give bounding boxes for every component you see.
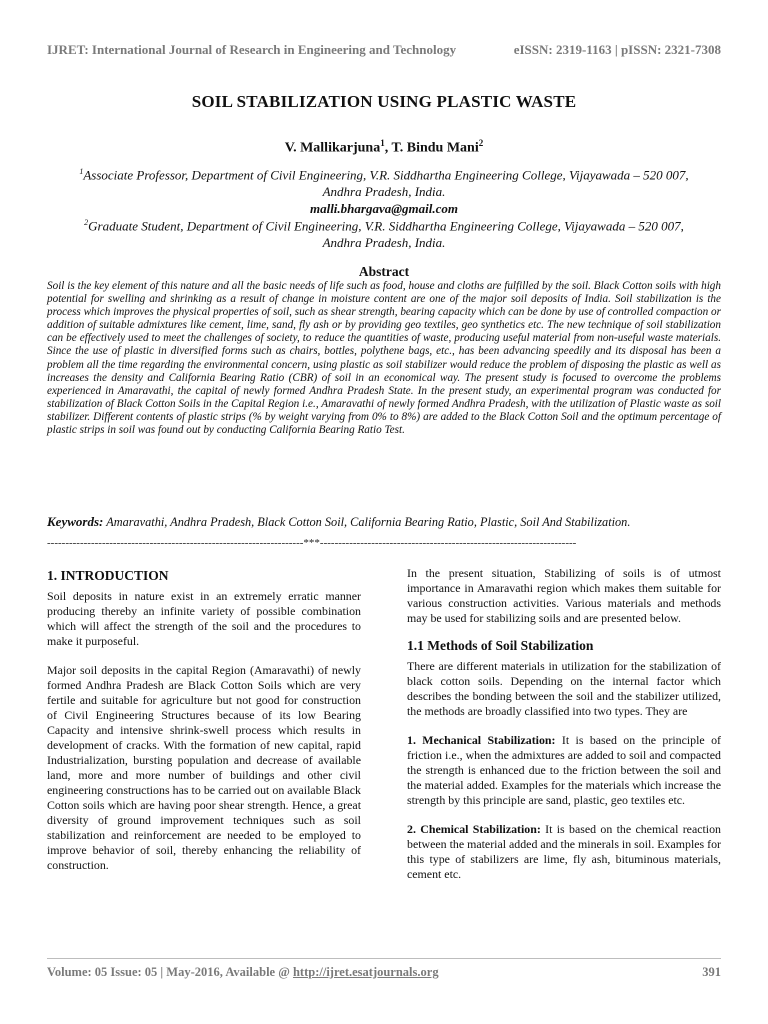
- chemical-label: 2. Chemical Stabilization:: [407, 822, 541, 836]
- keywords-text: Amaravathi, Andhra Pradesh, Black Cotton Soil, California Bearing Ratio, Plastic, Soil And Stabilization.: [103, 515, 631, 529]
- chemical-stabilization: 2. Chemical Stabilization: It is based on the chemical reaction between the material added and the minerals in soil. Examples for this type of stabilizers are lime, fly ash, bituminous materials, cement etc.: [407, 822, 722, 881]
- abstract-heading: Abstract: [358, 264, 410, 279]
- introduction-heading: 1. INTRODUCTION: [47, 568, 169, 583]
- paper-title: SOIL STABILIZATION USING PLASTIC WASTE: [191, 92, 577, 111]
- footer-volume-info: Volume: 05 Issue: 05 | May-2016, Available @ http://ijret.esatjournals.org: [47, 965, 439, 979]
- affiliation-1-line-2: Andhra Pradesh, India.: [322, 184, 446, 200]
- left-column: [47, 560, 361, 887]
- author-2-name: T. Bindu Mani: [391, 140, 479, 156]
- affiliation-2-line-2: Andhra Pradesh, India.: [322, 235, 446, 251]
- mechanical-label: 1. Mechanical Stabilization:: [407, 733, 556, 747]
- issn-numbers: eISSN: 2319-1163 | pISSN: 2321-7308: [513, 42, 721, 57]
- methods-paragraph: There are different materials in utilization for the stabilization of black cotton soils. Depending on the internal factor which describes the bonding between the soil and the stabilizer utilized, the methods are broadly classified into two types. They are: [407, 659, 721, 718]
- methods-heading: 1.1 Methods of Soil Stabilization: [407, 638, 594, 653]
- author-2-marker: 2: [478, 138, 484, 148]
- author-1-name: V. Mallikarjuna: [284, 140, 381, 156]
- footer-divider: [47, 958, 721, 959]
- affiliation-2-line-1: $^2$Graduate Student, Department of Civil Engineering, V.R. Siddhartha Engineering College, Vijayawada – 520 007,: [84, 218, 684, 234]
- right-paragraph-1: In the present situation, Stabilizing of soils is of utmost importance in Amaravathi region which makes them suitable for various construction activities. Various materials and methods may be used for stabilizing soils and are presented below.: [407, 566, 721, 625]
- page-number: 391: [702, 965, 721, 979]
- intro-paragraph-1: Soil deposits in nature exist in an extremely erratic manner producing thereby an infinite variety of possible combination which will affect the strength of the soil and the procedures to make it purposeful.: [47, 589, 361, 648]
- affiliation-1-marker: 1: [79, 167, 84, 176]
- right-column: [407, 566, 721, 896]
- affiliation-1: [40, 163, 728, 217]
- affiliation-2-marker: 2: [84, 218, 89, 227]
- author-separator: ,: [384, 140, 392, 156]
- running-header: [47, 42, 721, 58]
- author-email: malli.bhargava@gmail.com: [309, 201, 459, 217]
- affiliation-2: [40, 214, 728, 251]
- running-footer: [47, 965, 721, 980]
- abstract-text: Soil is the key element of this nature and all the basic needs of life such as food, house and cloths are fulfilled by the soil. Black Cotton soils with high potential for swelling and shrinking as a result of change in moisture content are one of the major soil deposits of India. Soil stabilization is the process which improves the physical properties of soil, such as shear strength, bearing capacity which can be done by use of controlled compaction or addition of suitable admixtures like cement, lime, sand, fly ash or by providing geo textiles, geo synthetics etc. The new technique of soil stabilization can be effectively used to meet the challenges of society, to reduce the quantities of waste, producing useful material from non-useful waste materials. Since the use of plastic in diversified forms such as chairs, bottles, polythene bags, etc., has been advancing speedily and its disposal has been a problem all the time regarding the environmental concern, using plastic as soil stabilizer would reduce the problem of disposing the plastic as well as increases the density and California Bearing Ratio (CBR) of soil in an economical way. The present study is focused to overcome the problems experienced in Amaravathi, the capital of newly formed Andhra Pradesh State. In the present study, an experimental program was conducted for stabilization of Black Cotton Soils in the Capital Region i.e., Amaravathi of newly formed Andhra Pradesh, with the utilization of Plastic waste as soil stabilizer. Different contents of plastic strips (% by weight varying from 0% to 8%) are added to the Black Cotton Soil and the optimum percentage of plastic strips in soil was found out by conducting California Bearing Ratio Test.: [47, 280, 721, 437]
- journal-link[interactable]: http://ijret.esatjournals.org: [292, 965, 439, 979]
- intro-paragraph-2: Major soil deposits in the capital Region (Amaravathi) of newly formed Andhra Pradesh are Black Cotton Soils which are very fertile and suitable for agriculture but not good for construction of Civil Engineering Structures because of its low Bearing Capacity and intensive shrink-swell process which results in development of cracks. With the formation of new capital, rapid Industrialization, bursting population and decrease of available land, more and more number of buildings and other civil engineering constructions has to be carried out on available Black Cotton soils which are having poor shear strength. Hence, a great diversity of ground improvement techniques such as soil stabilization and reinforcement are needed to be employed to improve behavior of soil, thereby enhancing the reliability of construction.: [47, 663, 361, 872]
- section-separator: ----------------------------------------------------------------------***----------------------------------------------------------------------: [47, 537, 577, 549]
- author-1-marker: 1: [380, 138, 385, 148]
- journal-name: IJRET: International Journal of Research in Engineering and Technology: [47, 42, 457, 57]
- keywords-label: Keywords:: [47, 514, 104, 529]
- affiliation-1-line-1: $^1$Associate Professor, Department of Civil Engineering, V.R. Siddhartha Engineering College, Vijayawada – 520 007,: [79, 167, 689, 183]
- keywords: [47, 514, 721, 530]
- mechanical-stabilization: 1. Mechanical Stabilization: It is based on the principle of friction i.e., when the admixtures are added to soil and compacted the strength is enhanced due to the friction between the soil and the material added. Examples for the materials which increase the strength by this principle are sand, plastic, geo textiles etc.: [407, 733, 721, 807]
- author-line: [0, 138, 768, 157]
